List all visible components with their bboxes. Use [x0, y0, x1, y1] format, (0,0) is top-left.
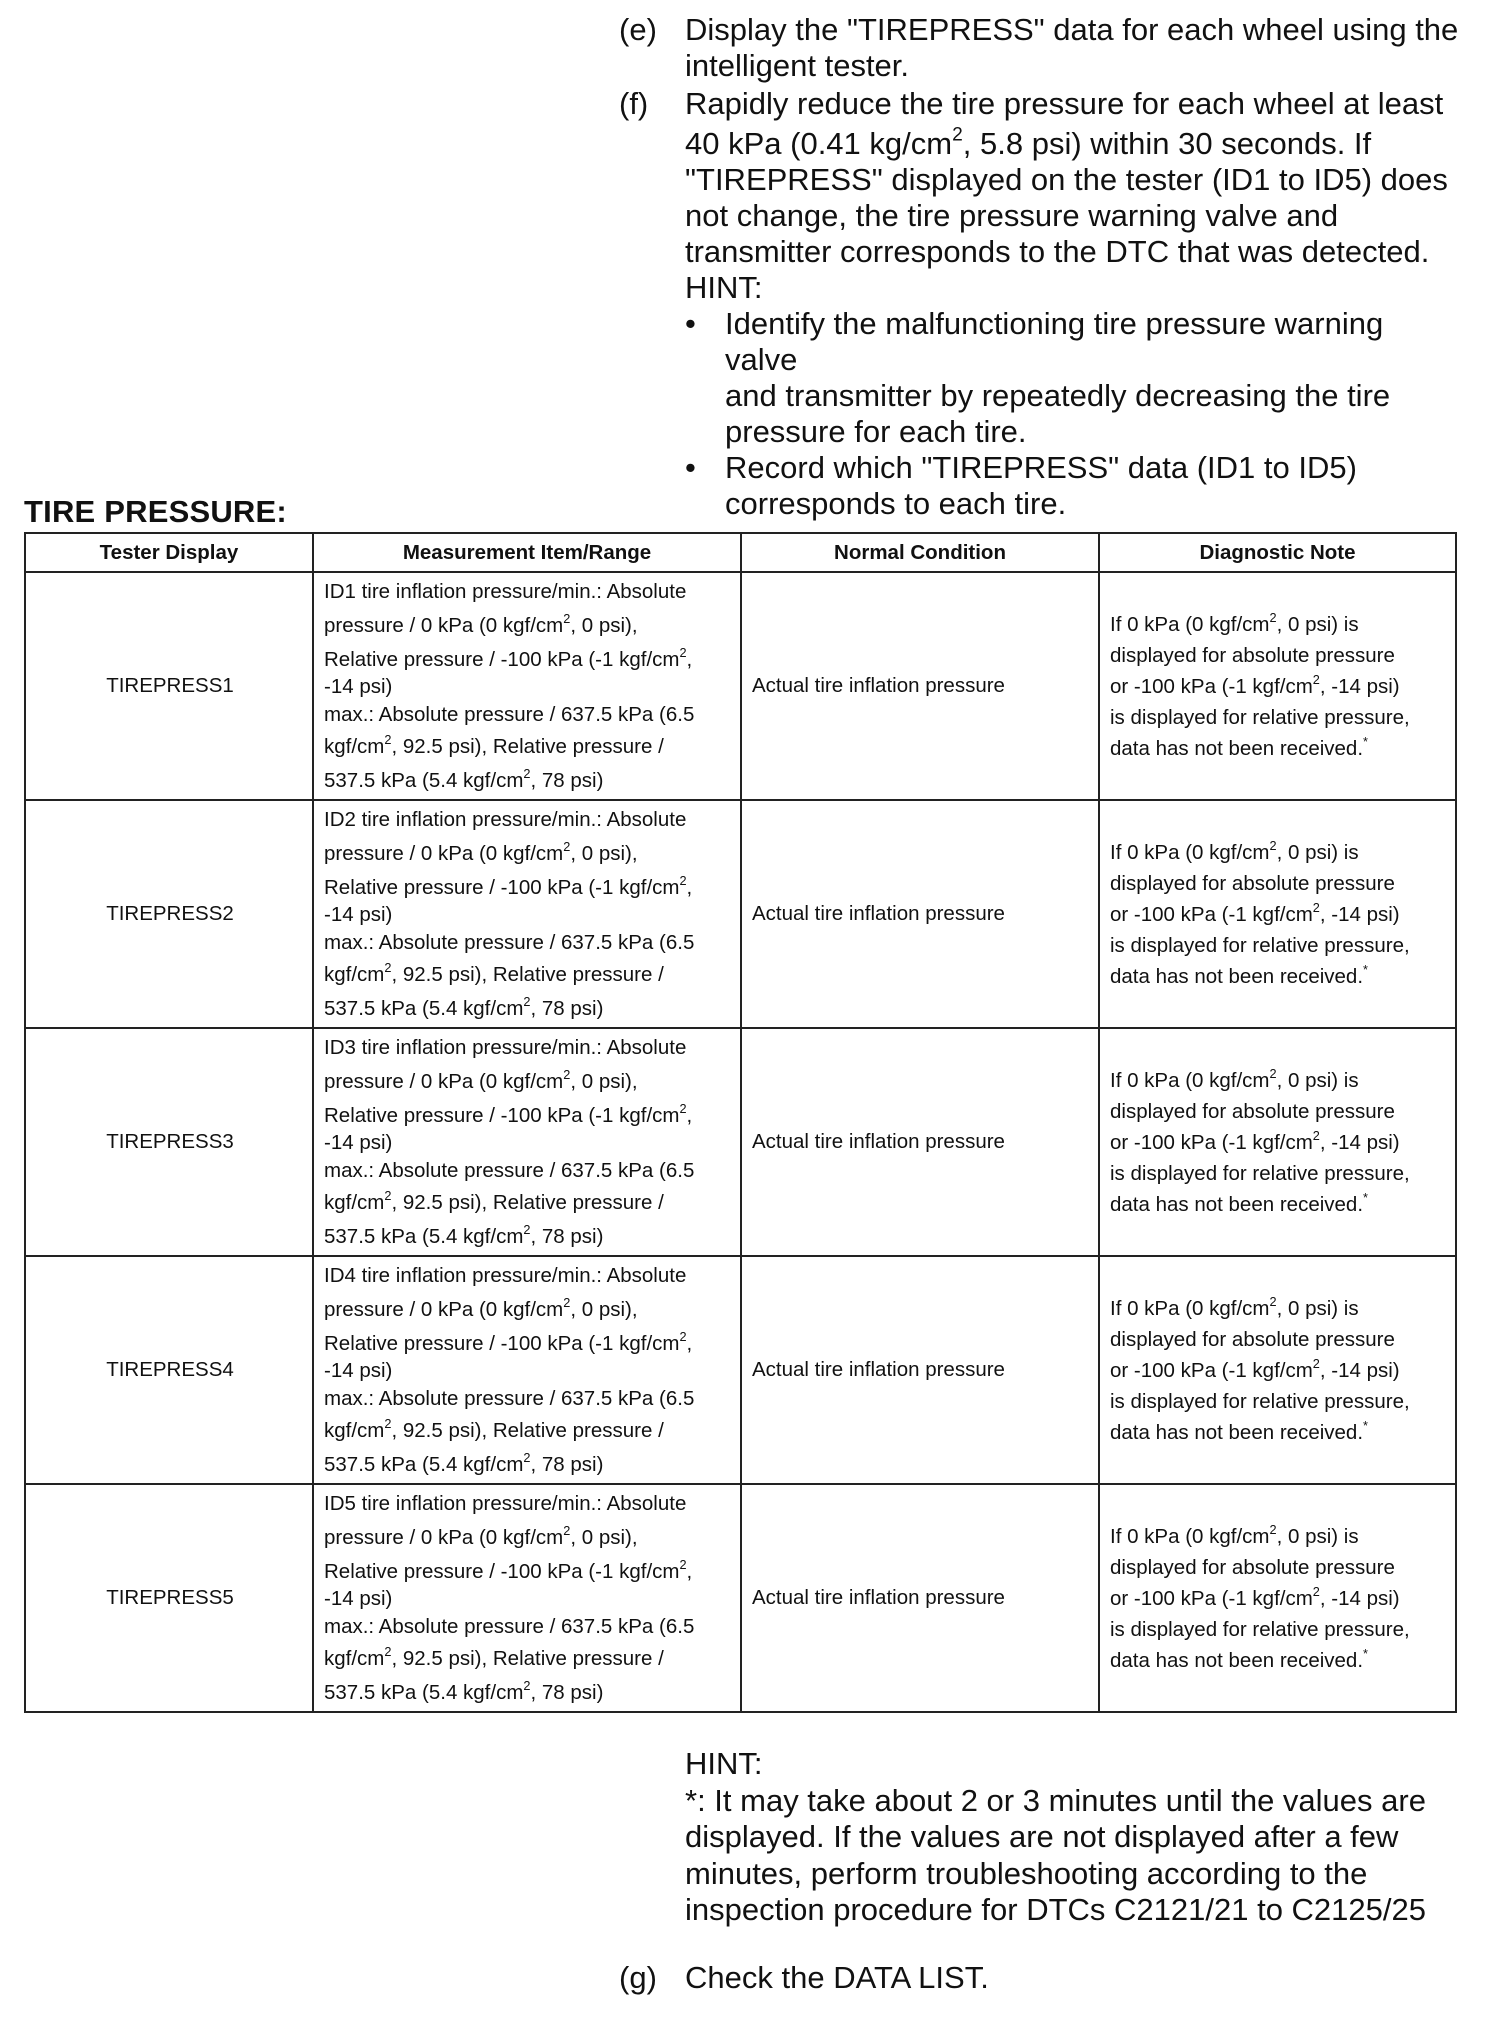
measurement-range-cell: ID3 tire inflation pressure/min.: Absolute pressure / 0 kPa (0 kgf/$cm^2$, 0 psi), Relative pressure / -100 kPa (-1 kgf/$cm^2$, -14 psi) max.: Absolute pressure / 637.5 kPa (6.5 kgf/$cm^2$, 92.5 psi), Relative pressure / 537.5 kPa (5.4 kgf/$cm^2$, 78 psi): [313, 1028, 741, 1256]
diagnostic-note-cell: If 0 kPa (0 kgf/$cm^2$, 0 psi) is displayed for absolute pressure or -100 kPa (-1 kgf/$cm^2$, -14 psi) is displayed for relative pressure, data has not been received.*: [1099, 1256, 1456, 1484]
hint-bullet: • Identify the malfunctioning tire pressure warning valve and transmitter by repeatedly decreasing the tire pressure for each tire.: [685, 306, 1391, 449]
diagnostic-note-cell: If 0 kPa (0 kgf/$cm^2$, 0 psi) is displayed for absolute pressure or -100 kPa (-1 kgf/$cm^2$, -14 psi) is displayed for relative pressure, data has not been received.*: [1099, 572, 1456, 800]
bottom-hint-label: HINT:: [685, 1746, 763, 1781]
step-e-label: (e): [619, 12, 657, 47]
step-g-text: Check the DATA LIST.: [685, 1960, 989, 1995]
step-f-line: Rapidly reduce the tire pressure for each wheel at least: [685, 86, 1444, 121]
table-row: [25, 1028, 1456, 1256]
step-e-line: Display the "TIREPRESS" data for each wheel using the: [685, 12, 1459, 47]
header-measurement-item: Measurement Item/Range: [313, 533, 741, 572]
step-e-line: intelligent tester.: [685, 48, 910, 83]
table-header-row: [25, 533, 1456, 572]
tester-display-cell: TIREPRESS3: [25, 1028, 313, 1256]
normal-condition-cell: Actual tire inflation pressure: [741, 1256, 1099, 1484]
tire-pressure-table: [24, 532, 1457, 1713]
step-f-line: transmitter corresponds to the DTC that was detected.: [685, 234, 1430, 269]
normal-condition-cell: Actual tire inflation pressure: [741, 1028, 1099, 1256]
diagnostic-note-cell: If 0 kPa (0 kgf/$cm^2$, 0 psi) is displayed for absolute pressure or -100 kPa (-1 kgf/$cm^2$, -14 psi) is displayed for relative pressure, data has not been received.*: [1099, 1484, 1456, 1712]
section-title: TIRE PRESSURE:: [24, 494, 287, 529]
tester-display-cell: TIREPRESS4: [25, 1256, 313, 1484]
bottom-hint-line: displayed. If the values are not displayed after a few: [685, 1819, 1399, 1854]
step-f-line: "TIREPRESS" displayed on the tester (ID1 to ID5) does: [685, 162, 1448, 197]
diagnostic-note-cell: If 0 kPa (0 kgf/$cm^2$, 0 psi) is displayed for absolute pressure or -100 kPa (-1 kgf/$cm^2$, -14 psi) is displayed for relative pressure, data has not been received.*: [1099, 800, 1456, 1028]
hint-bullet: • Record which "TIREPRESS" data (ID1 to ID5) corresponds to each tire.: [685, 450, 1357, 521]
bottom-hint-line: *: It may take about 2 or 3 minutes until the values are: [685, 1782, 1426, 1818]
table-row: [25, 1256, 1456, 1484]
step-g-label: (g): [619, 1960, 657, 1995]
tester-display-cell: TIREPRESS2: [25, 800, 313, 1028]
header-tester-display: Tester Display: [25, 533, 313, 572]
normal-condition-cell: Actual tire inflation pressure: [741, 572, 1099, 800]
bottom-hint-line: inspection procedure for DTCs C2121/21 to C2125/25: [685, 1892, 1426, 1927]
table-row: [25, 572, 1456, 800]
step-e: [619, 12, 1459, 84]
tester-display-cell: TIREPRESS5: [25, 1484, 313, 1712]
header-diagnostic-note: Diagnostic Note: [1099, 533, 1456, 572]
bullet-dot-icon: •: [685, 306, 696, 341]
bottom-hint-line: minutes, perform troubleshooting according to the: [685, 1855, 1368, 1891]
step-f-line: 40 kPa (0.41 $kg/cm^2$, 5.8 psi) within 30 seconds. If: [685, 124, 1372, 161]
table-row: [25, 1484, 1456, 1712]
table-row: [25, 800, 1456, 1028]
measurement-range-cell: ID2 tire inflation pressure/min.: Absolute pressure / 0 kPa (0 kgf/$cm^2$, 0 psi), Relative pressure / -100 kPa (-1 kgf/$cm^2$, -14 psi) max.: Absolute pressure / 637.5 kPa (6.5 kgf/$cm^2$, 92.5 psi), Relative pressure / 537.5 kPa (5.4 kgf/$cm^2$, 78 psi): [313, 800, 741, 1028]
header-normal-condition: Normal Condition: [741, 533, 1099, 572]
measurement-range-cell: ID4 tire inflation pressure/min.: Absolute pressure / 0 kPa (0 kgf/$cm^2$, 0 psi), Relative pressure / -100 kPa (-1 kgf/$cm^2$, -14 psi) max.: Absolute pressure / 637.5 kPa (6.5 kgf/$cm^2$, 92.5 psi), Relative pressure / 537.5 kPa (5.4 kgf/$cm^2$, 78 psi): [313, 1256, 741, 1484]
step-f-hint-label: HINT:: [685, 270, 763, 305]
bottom-hint: [685, 1746, 1465, 1929]
step-f-line: not change, the tire pressure warning valve and: [685, 198, 1339, 233]
tester-display-cell: TIREPRESS1: [25, 572, 313, 800]
normal-condition-cell: Actual tire inflation pressure: [741, 1484, 1099, 1712]
measurement-range-cell: ID1 tire inflation pressure/min.: Absolute pressure / 0 kPa (0 kgf/$cm^2$, 0 psi), Relative pressure / -100 kPa (-1 kgf/$cm^2$, -14 psi) max.: Absolute pressure / 637.5 kPa (6.5 kgf/$cm^2$, 92.5 psi), Relative pressure / 537.5 kPa (5.4 kgf/$cm^2$, 78 psi): [313, 572, 741, 800]
step-f-label: (f): [619, 86, 649, 121]
bullet-dot-icon: •: [685, 450, 696, 485]
measurement-range-cell: ID5 tire inflation pressure/min.: Absolute pressure / 0 kPa (0 kgf/$cm^2$, 0 psi), Relative pressure / -100 kPa (-1 kgf/$cm^2$, -14 psi) max.: Absolute pressure / 637.5 kPa (6.5 kgf/$cm^2$, 92.5 psi), Relative pressure / 537.5 kPa (5.4 kgf/$cm^2$, 78 psi): [313, 1484, 741, 1712]
diagnostic-note-cell: If 0 kPa (0 kgf/$cm^2$, 0 psi) is displayed for absolute pressure or -100 kPa (-1 kgf/$cm^2$, -14 psi) is displayed for relative pressure, data has not been received.*: [1099, 1028, 1456, 1256]
step-g: [619, 1960, 1459, 1996]
normal-condition-cell: Actual tire inflation pressure: [741, 800, 1099, 1028]
step-f: [619, 86, 1459, 522]
